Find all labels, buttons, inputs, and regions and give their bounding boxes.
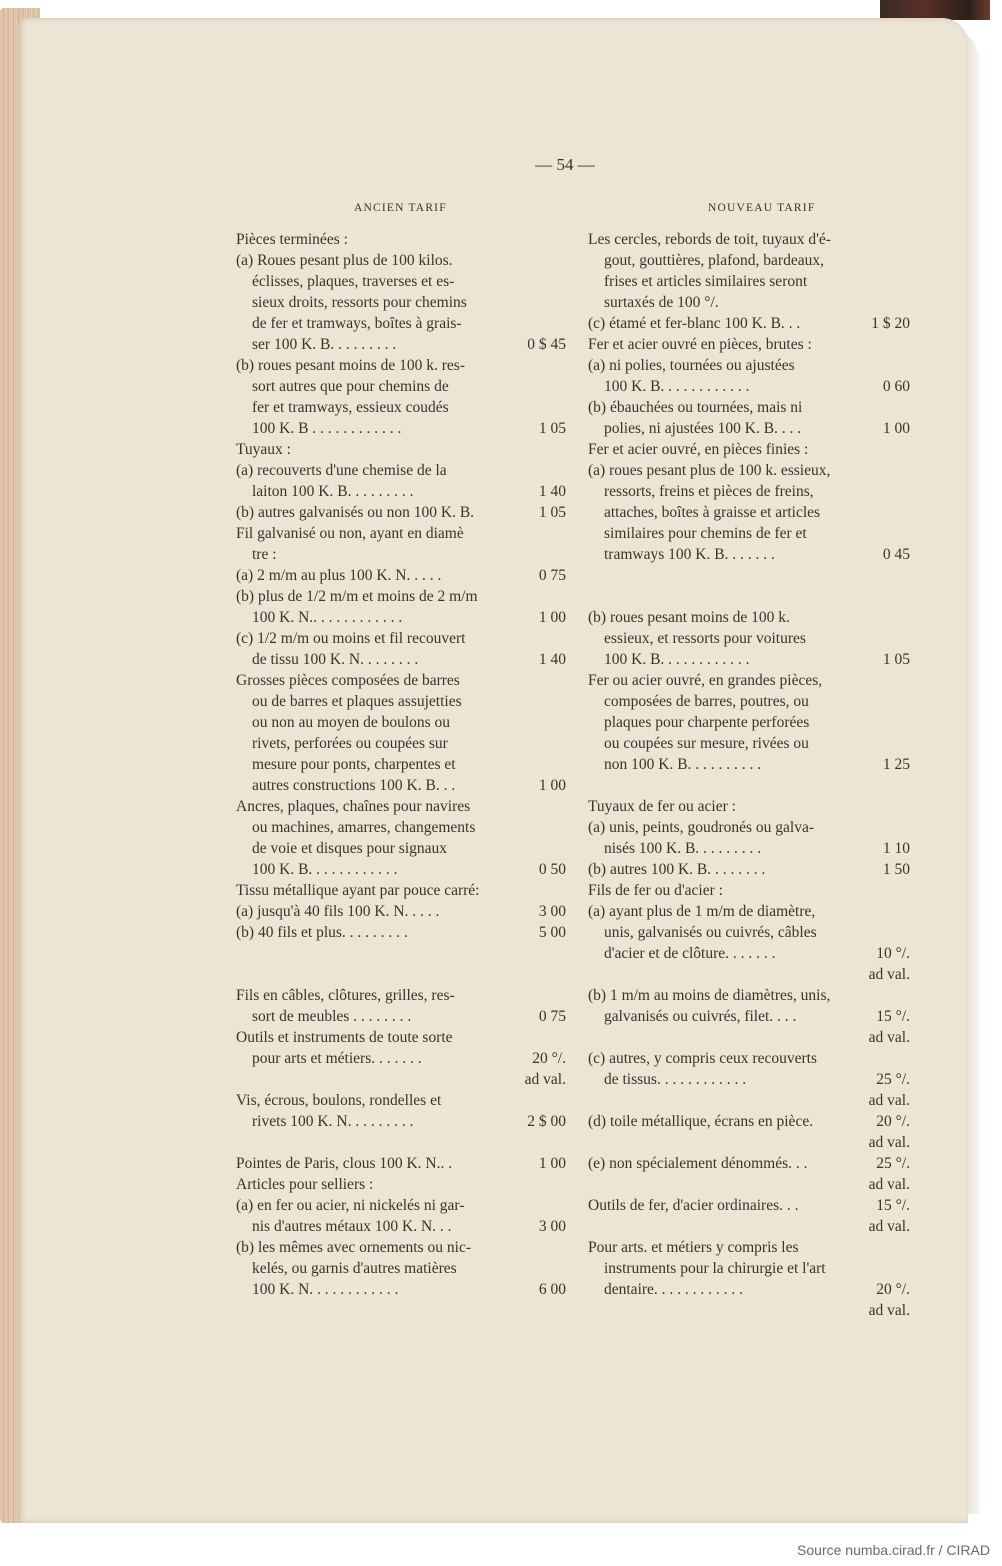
tariff-line-text: 100 K. B. . . . . . . . . . . . (604, 651, 750, 668)
header-ancien-tarif: ANCIEN TARIF (354, 202, 447, 214)
tariff-line (236, 313, 566, 334)
tariff-line-text: Fer et acier ouvré en pièces, brutes : (588, 336, 812, 353)
tariff-line-text: éclisses, plaques, traverses et es- (252, 273, 455, 290)
tariff-line (588, 355, 918, 376)
tariff-line-text: surtaxés de 100 °/. (604, 294, 719, 311)
tariff-line-value: 1 40 (538, 483, 566, 500)
tariff-line (588, 292, 918, 313)
tariff-line (236, 901, 566, 922)
tariff-line-text: essieux, et ressorts pour voitures (604, 630, 806, 647)
page-number: — 54 — (535, 155, 595, 174)
tariff-line (588, 1048, 918, 1069)
tariff-line (236, 775, 566, 796)
tariff-line (236, 502, 566, 523)
tariff-line-value: 3 00 (538, 1218, 566, 1235)
tariff-line-value: 2 $ 00 (527, 1113, 566, 1130)
tariff-line-text: Articles pour selliers : (236, 1176, 374, 1193)
tariff-line (236, 817, 566, 838)
tariff-line-value: 1 $ 20 (871, 315, 910, 332)
tariff-line-text: de tissus. . . . . . . . . . . . (604, 1071, 747, 1088)
tariff-line-text: (b) ébauchées ou tournées, mais ni (588, 399, 803, 416)
tariff-line-text: de fer et tramways, boîtes à grais- (252, 315, 462, 332)
tariff-line-text: (b) plus de 1/2 m/m et moins de 2 m/m (236, 588, 478, 605)
tariff-line-text: unis, galvanisés ou cuivrés, câbles (604, 924, 817, 941)
tariff-line-text: d'acier et de clôture. . . . . . . (604, 945, 776, 962)
tariff-line (588, 1237, 918, 1258)
tariff-line-text: instruments pour la chirurgie et l'art (604, 1260, 826, 1277)
tariff-line-value: 0 $ 45 (527, 336, 566, 353)
tariff-line-text: (a) Roues pesant plus de 100 kilos. (236, 252, 453, 269)
tariff-line (588, 460, 918, 481)
tariff-line-text: sieux droits, ressorts pour chemins (252, 294, 467, 311)
tariff-line-text: (a) ni polies, tournées ou ajustées (588, 357, 795, 374)
tariff-line-text: nis d'autres métaux 100 K. N. . . (252, 1218, 452, 1235)
tariff-line-text: non 100 K. B. . . . . . . . . . (604, 756, 762, 773)
tariff-line-text: (b) roues pesant moins de 100 k. (588, 609, 790, 626)
tariff-line (588, 1090, 918, 1111)
tariff-line (588, 607, 918, 628)
tariff-line (588, 481, 918, 502)
tariff-line-text: de voie et disques pour signaux (252, 840, 448, 857)
tariff-line (588, 670, 918, 691)
tariff-line-text: 100 K. N.. . . . . . . . . . . . (252, 609, 403, 626)
tariff-line-text: (b) les mêmes avec ornements ou nic- (236, 1239, 471, 1256)
tariff-line (588, 796, 918, 817)
tariff-line-text: attaches, boîtes à graisse et articles (604, 504, 821, 521)
tariff-line (588, 523, 918, 544)
tariff-line (236, 880, 566, 901)
tariff-line (588, 334, 918, 355)
tariff-line-value: 0 60 (882, 378, 910, 395)
tariff-line-text: (b) 40 fils et plus. . . . . . . . . (236, 924, 408, 941)
tariff-line-value: 1 00 (538, 609, 566, 626)
tariff-line-text: dentaire. . . . . . . . . . . . (604, 1281, 744, 1298)
tariff-line-text: Grosses pièces composées de barres (236, 672, 460, 689)
tariff-line (588, 397, 918, 418)
tariff-line-text: Fer ou acier ouvré, en grandes pièces, (588, 672, 823, 689)
tariff-line (588, 565, 918, 586)
tariff-line (236, 628, 566, 649)
tariff-line-value: 1 05 (538, 504, 566, 521)
tariff-line-value: 0 45 (882, 546, 910, 563)
tariff-line (236, 460, 566, 481)
tariff-line-value: ad val. (868, 1029, 910, 1046)
tariff-line-text: similaires pour chemins de fer et (604, 525, 807, 542)
tariff-line-text: 100 K. B . . . . . . . . . . . . (252, 420, 402, 437)
tariff-line (236, 670, 566, 691)
tariff-line-text: tre : (252, 546, 277, 563)
tariff-line-text: de tissu 100 K. N. . . . . . . . (252, 651, 419, 668)
tariff-line-text: nisés 100 K. B. . . . . . . . . (604, 840, 762, 857)
tariff-line (588, 901, 918, 922)
tariff-line-text: (a) jusqu'à 40 fils 100 K. N. . . . . (236, 903, 440, 920)
tariff-line (588, 712, 918, 733)
tariff-line (236, 985, 566, 1006)
tariff-line (236, 1048, 566, 1069)
tariff-line (588, 418, 918, 439)
tariff-line-text: pour arts et métiers. . . . . . . (252, 1050, 422, 1067)
tariff-line-value: 0 75 (538, 567, 566, 584)
tariff-line (236, 1195, 566, 1216)
tariff-line-text: rivets, perforées ou coupées sur (252, 735, 448, 752)
tariff-line (588, 271, 918, 292)
tariff-line-text: ser 100 K. B. . . . . . . . . (252, 336, 397, 353)
tariff-line-value: ad val. (524, 1071, 566, 1088)
tariff-line-value: 25 °/. (876, 1071, 910, 1088)
tariff-line-text: autres constructions 100 K. B. . . (252, 777, 456, 794)
tariff-line-text: sort de meubles . . . . . . . . (252, 1008, 412, 1025)
tariff-line (236, 1174, 566, 1195)
tariff-line-text: (b) roues pesant moins de 100 k. res- (236, 357, 466, 374)
tariff-line-value: ad val. (868, 1134, 910, 1151)
tariff-line (236, 1111, 566, 1132)
tariff-line (588, 880, 918, 901)
source-credit: Source numba.cirad.fr / CIRAD (797, 1542, 990, 1558)
book-cover-corner (880, 0, 990, 20)
tariff-line-value: 20 °/. (532, 1050, 566, 1067)
tariff-line-text: plaques pour charpente perforées (604, 714, 810, 731)
tariff-line (588, 817, 918, 838)
tariff-line-value: 1 05 (538, 420, 566, 437)
tariff-line-value: 0 50 (538, 861, 566, 878)
tariff-line-text: ou machines, amarres, changements (252, 819, 476, 836)
tariff-line (236, 1258, 566, 1279)
tariff-line (588, 649, 918, 670)
tariff-line-value: ad val. (868, 1092, 910, 1109)
tariff-line-value: 10 °/. (876, 945, 910, 962)
tariff-line (236, 544, 566, 565)
tariff-line (588, 691, 918, 712)
tariff-line (236, 1132, 566, 1153)
tariff-line-text: gout, gouttières, plafond, bardeaux, (604, 252, 824, 269)
tariff-line (588, 1132, 918, 1153)
tariff-line-value: 1 10 (882, 840, 910, 857)
tariff-line-text: Outils de fer, d'acier ordinaires. . . (588, 1197, 799, 1214)
tariff-line-text: (b) autres 100 K. B. . . . . . . . (588, 861, 766, 878)
tariff-line-value: 0 75 (538, 1008, 566, 1025)
tariff-line (588, 229, 918, 250)
tariff-line-text: tramways 100 K. B. . . . . . . (604, 546, 775, 563)
tariff-line-value: 6 00 (538, 1281, 566, 1298)
tariff-line-text: Outils et instruments de toute sorte (236, 1029, 453, 1046)
tariff-line-text: Pièces terminées : (236, 231, 348, 248)
tariff-line-text: galvanisés ou cuivrés, filet. . . . (604, 1008, 797, 1025)
tariff-line-text: (e) non spécialement dénommés. . . (588, 1155, 808, 1172)
tariff-line (588, 376, 918, 397)
tariff-line-value: 1 25 (882, 756, 910, 773)
tariff-line (588, 250, 918, 271)
tariff-line-text: ou de barres et plaques assujetties (252, 693, 462, 710)
tariff-line (236, 964, 566, 985)
tariff-line (588, 628, 918, 649)
tariff-line (236, 334, 566, 355)
tariff-line-text: mesure pour ponts, charpentes et (252, 756, 456, 773)
tariff-line (236, 229, 566, 250)
tariff-line-value: 1 00 (882, 420, 910, 437)
tariff-line (588, 985, 918, 1006)
tariff-line-text: sort autres que pour chemins de (252, 378, 449, 395)
tariff-line (236, 439, 566, 460)
tariff-line (588, 1195, 918, 1216)
tariff-line (236, 691, 566, 712)
tariff-line-text: frises et articles similaires seront (604, 273, 808, 290)
tariff-line-text: 100 K. B. . . . . . . . . . . . (252, 861, 398, 878)
tariff-line-text: (c) étamé et fer-blanc 100 K. B. . . (588, 315, 801, 332)
tariff-line (236, 355, 566, 376)
tariff-line-text: (d) toile métallique, écrans en pièce. (588, 1113, 814, 1130)
tariff-line (588, 586, 918, 607)
tariff-line (588, 313, 918, 334)
tariff-line-value: ad val. (868, 966, 910, 983)
tariff-line (588, 838, 918, 859)
tariff-line (236, 1090, 566, 1111)
tariff-line-text: (c) autres, y compris ceux recouverts (588, 1050, 817, 1067)
tariff-line (236, 1153, 566, 1174)
tariff-line-text: Pointes de Paris, clous 100 K. N.. . (236, 1155, 453, 1172)
tariff-line (588, 1006, 918, 1027)
tariff-line (236, 565, 566, 586)
tariff-line (236, 1069, 566, 1090)
tariff-line (236, 586, 566, 607)
tariff-line (236, 1279, 566, 1300)
tariff-line-text: Ancres, plaques, chaînes pour navires (236, 798, 471, 815)
tariff-line (588, 1258, 918, 1279)
tariff-line (236, 1027, 566, 1048)
tariff-line (588, 943, 918, 964)
tariff-line (236, 733, 566, 754)
tariff-line-text: (a) recouverts d'une chemise de la (236, 462, 447, 479)
tariff-line-value: 20 °/. (876, 1281, 910, 1298)
tariff-line (236, 376, 566, 397)
tariff-line-text: ou non au moyen de boulons ou (252, 714, 451, 731)
tariff-line (588, 964, 918, 985)
tariff-line (588, 775, 918, 796)
tariff-line-text: Tuyaux de fer ou acier : (588, 798, 736, 815)
tariff-line-text: Fils de fer ou d'acier : (588, 882, 723, 899)
tariff-line (588, 733, 918, 754)
tariff-line (236, 754, 566, 775)
tariff-line (588, 1216, 918, 1237)
tariff-line (236, 649, 566, 670)
tariff-line-value: 3 00 (538, 903, 566, 920)
tariff-line-text: (a) ayant plus de 1 m/m de diamètre, (588, 903, 816, 920)
tariff-line (236, 481, 566, 502)
tariff-line-text: (c) 1/2 m/m ou moins et fil recouvert (236, 630, 466, 647)
tariff-line (588, 544, 918, 565)
tariff-line-text: 100 K. N. . . . . . . . . . . . (252, 1281, 399, 1298)
tariff-line-text: (b) autres galvanisés ou non 100 K. B. (236, 504, 475, 521)
tariff-line (236, 943, 566, 964)
tariff-line-text: (a) unis, peints, goudronés ou galva- (588, 819, 814, 836)
left-column-ancien-tarif (236, 229, 566, 1300)
tariff-line (236, 1006, 566, 1027)
tariff-line-text: ou coupées sur mesure, rivées ou (604, 735, 809, 752)
tariff-line (588, 1279, 918, 1300)
tariff-line-value: 25 °/. (876, 1155, 910, 1172)
tariff-line (588, 1174, 918, 1195)
tariff-line-text: Tissu métallique ayant par pouce carré: (236, 882, 480, 899)
tariff-line (588, 922, 918, 943)
tariff-line-text: Fil galvanisé ou non, ayant en diamè (236, 525, 464, 542)
tariff-line (588, 502, 918, 523)
tariff-line-text: Fer et acier ouvré, en pièces finies : (588, 441, 809, 458)
tariff-line (588, 754, 918, 775)
tariff-line (236, 712, 566, 733)
tariff-line (236, 838, 566, 859)
tariff-line (236, 1237, 566, 1258)
tariff-line-text: Pour arts. et métiers y compris les (588, 1239, 799, 1256)
tariff-line-value: 1 05 (882, 651, 910, 668)
tariff-line-value: 1 40 (538, 651, 566, 668)
tariff-line-text: polies, ni ajustées 100 K. B. . . . (604, 420, 802, 437)
tariff-line (236, 1216, 566, 1237)
tariff-line (236, 607, 566, 628)
tariff-line-text: Vis, écrous, boulons, rondelles et (236, 1092, 442, 1109)
tariff-line (588, 1300, 918, 1321)
tariff-line-value: 20 °/. (876, 1113, 910, 1130)
tariff-line-text: (a) en fer ou acier, ni nickelés ni gar- (236, 1197, 465, 1214)
tariff-line (588, 1111, 918, 1132)
tariff-line-value: 5 00 (538, 924, 566, 941)
tariff-line-text: Les cercles, rebords de toit, tuyaux d'é- (588, 231, 831, 248)
tariff-line-value: ad val. (868, 1302, 910, 1319)
tariff-line (588, 1069, 918, 1090)
tariff-line (236, 523, 566, 544)
tariff-line-value: 15 °/. (876, 1008, 910, 1025)
tariff-line-text: laiton 100 K. B. . . . . . . . . (252, 483, 414, 500)
tariff-line (236, 292, 566, 313)
tariff-line (236, 922, 566, 943)
tariff-line-text: Tuyaux : (236, 441, 291, 458)
tariff-line (236, 859, 566, 880)
right-column-nouveau-tarif (588, 229, 918, 1321)
tariff-line-text: kelés, ou garnis d'autres matières (252, 1260, 457, 1277)
tariff-line-value: 1 00 (538, 777, 566, 794)
tariff-line-text: 100 K. B. . . . . . . . . . . . (604, 378, 750, 395)
tariff-line-text: rivets 100 K. N. . . . . . . . . (252, 1113, 414, 1130)
tariff-line-text: ressorts, freins et pièces de freins, (604, 483, 814, 500)
tariff-line (236, 271, 566, 292)
tariff-line (236, 796, 566, 817)
tariff-line-text: (a) roues pesant plus de 100 k. essieux, (588, 462, 831, 479)
header-nouveau-tarif: NOUVEAU TARIF (708, 202, 816, 214)
tariff-line-value: ad val. (868, 1176, 910, 1193)
tariff-line (588, 1027, 918, 1048)
tariff-line-value: ad val. (868, 1218, 910, 1235)
tariff-line (588, 1153, 918, 1174)
tariff-line-value: 15 °/. (876, 1197, 910, 1214)
tariff-line-text: (b) 1 m/m au moins de diamètres, unis, (588, 987, 831, 1004)
tariff-line-value: 1 50 (882, 861, 910, 878)
tariff-line-text: Fils en câbles, clôtures, grilles, res- (236, 987, 455, 1004)
tariff-line-text: composées de barres, poutres, ou (604, 693, 809, 710)
tariff-line-text: (a) 2 m/m au plus 100 K. N. . . . . (236, 567, 442, 584)
tariff-line-value: 1 00 (538, 1155, 566, 1172)
tariff-line-text: fer et tramways, essieux coudés (252, 399, 449, 416)
tariff-line (588, 859, 918, 880)
tariff-line (588, 439, 918, 460)
tariff-line (236, 397, 566, 418)
tariff-line (236, 250, 566, 271)
tariff-line (236, 418, 566, 439)
